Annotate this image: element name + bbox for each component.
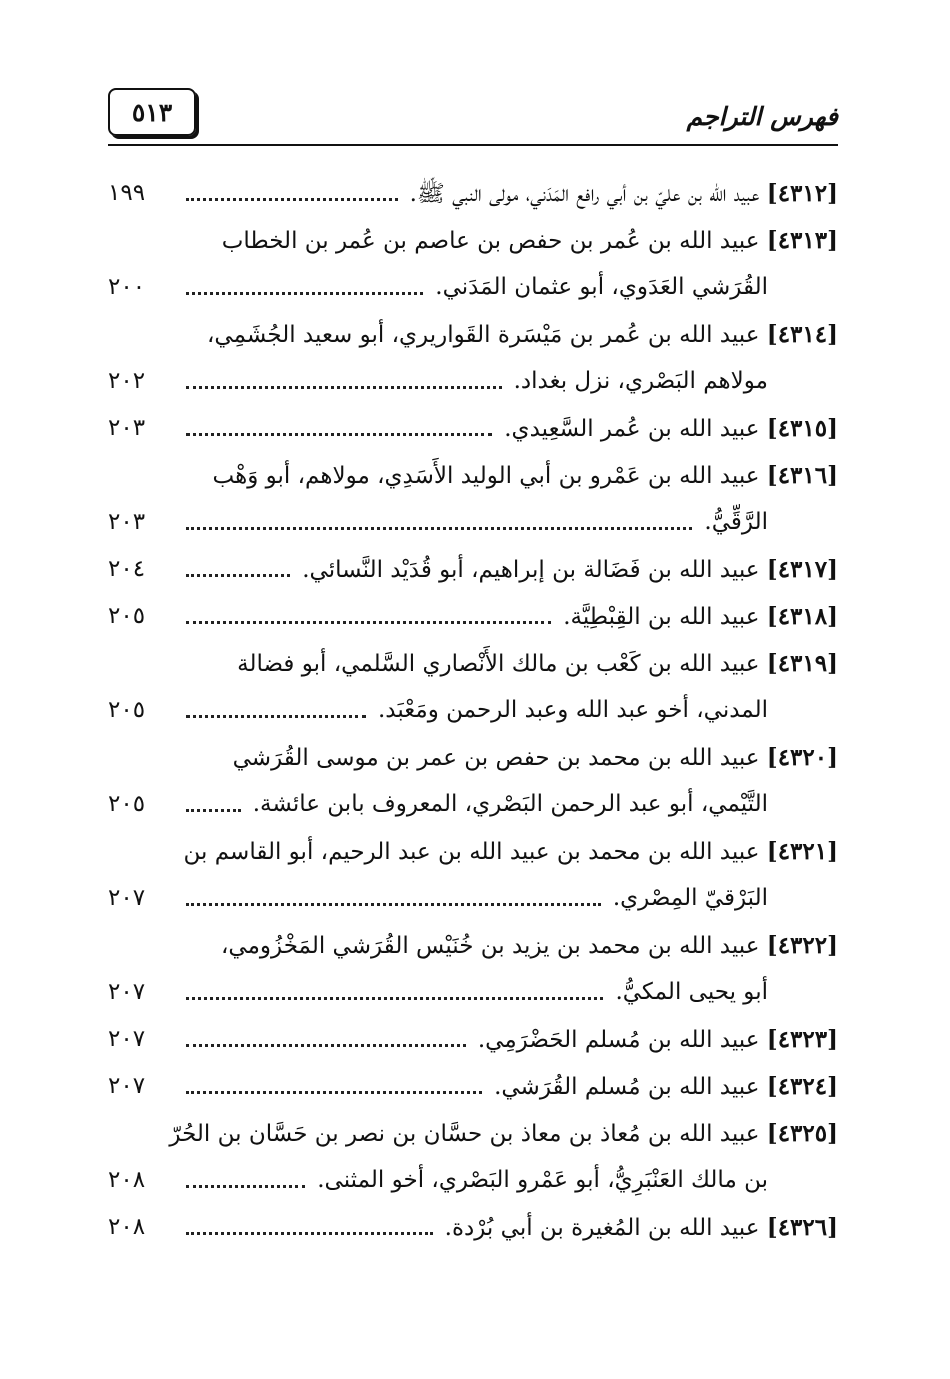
entry-page-ref: ٢٠٤ xyxy=(108,556,146,582)
page-header xyxy=(108,88,838,146)
entry-number: [٤٣١٦] xyxy=(766,462,838,489)
dot-leader xyxy=(186,198,398,201)
entry-number: [٤٣٢١] xyxy=(766,838,838,865)
entry-name: عبيد الله بن محمد بن يزيد بن خُنَيْس القُرَشي المَخْزُومي، xyxy=(220,933,760,959)
index-entry xyxy=(108,734,838,781)
entry-name: مولاهم البَصْري، نزل بغداد. xyxy=(513,368,768,394)
entry-text xyxy=(445,1204,838,1251)
entry-number: [٤٣١٧] xyxy=(766,556,838,583)
entry-number: [٤٣٢٠] xyxy=(766,744,838,771)
entry-text xyxy=(207,311,838,358)
entry-text xyxy=(317,1157,768,1204)
entry-text xyxy=(435,264,768,311)
entry-page-ref: ٢٠٣ xyxy=(108,415,146,441)
entry-page-ref: ٢٠٧ xyxy=(108,1026,146,1052)
entry-number: [٤٣٢٣] xyxy=(766,1026,838,1053)
index-entry xyxy=(108,1016,838,1063)
entry-text xyxy=(613,875,768,922)
entry-page-ref: ٢٠٧ xyxy=(108,885,146,911)
dot-leader xyxy=(186,292,423,295)
entry-name: عبيد الله بن المُغيرة بن أبي بُرْدة. xyxy=(444,1215,760,1241)
entry-page-ref: ١٩٩ xyxy=(108,180,146,206)
entry-page-ref: ٢٠٧ xyxy=(108,1073,146,1099)
entry-text xyxy=(221,922,838,969)
index-entry xyxy=(108,405,838,452)
entry-name: عبيد الله بن كَعْب بن مالك الأَنْصاري السَّلمي، أبو فضالة xyxy=(237,651,760,677)
entry-text xyxy=(410,170,838,217)
entry-number: [٤٣١٥] xyxy=(766,415,838,442)
dot-leader xyxy=(186,1185,305,1188)
entry-text xyxy=(478,1016,838,1063)
entry-name: القُرَشي العَدَوي، أبو عثمان المَدَني. xyxy=(435,274,768,300)
dot-leader xyxy=(186,1044,466,1047)
entry-text xyxy=(563,593,838,640)
entry-text xyxy=(378,687,768,734)
entry-name: عبيد الله بن فَضَالة بن إبراهيم، أبو قُدَيْد النَّسائي. xyxy=(302,557,760,583)
dot-leader xyxy=(186,433,492,436)
entry-page-ref: ٢٠٠ xyxy=(108,274,146,300)
index-entry-continuation xyxy=(108,969,838,1016)
entry-text xyxy=(222,217,838,264)
entry-text xyxy=(213,452,839,499)
index-entry xyxy=(108,593,838,640)
entry-text xyxy=(494,1063,838,1110)
entry-name: الرَّقِّيُّ. xyxy=(704,509,768,535)
entry-name: عبيد الله بن عُمر بن حفص بن عاصم بن عُمر بن الخطاب xyxy=(221,228,760,254)
dot-leader xyxy=(186,997,603,1000)
entry-number: [٤٣٢٦] xyxy=(766,1214,838,1241)
index-entry xyxy=(108,828,838,875)
index-entry xyxy=(108,1063,838,1110)
index-entry xyxy=(108,640,838,687)
index-entry-continuation xyxy=(108,781,838,828)
running-title: فهرس التراجم xyxy=(686,102,838,131)
index-entry-continuation xyxy=(108,499,838,546)
dot-leader xyxy=(186,809,241,812)
index-entry xyxy=(108,311,838,358)
entry-page-ref: ٢٠٨ xyxy=(108,1214,146,1240)
entry-page-ref: ٢٠٧ xyxy=(108,979,146,1005)
entry-text xyxy=(302,546,838,593)
entry-number: [٤٣١٩] xyxy=(766,650,838,677)
entry-name: عبيد الله بن مُسلم الحَضْرَمِي. xyxy=(477,1027,760,1053)
entry-text xyxy=(184,828,838,875)
entry-number: [٤٣١٤] xyxy=(766,321,838,348)
dot-leader xyxy=(186,715,366,718)
dot-leader xyxy=(186,903,601,906)
entry-number: [٤٣٢٤] xyxy=(766,1073,838,1100)
index-entry xyxy=(108,546,838,593)
entry-name: عبيد الله بن عُمر بن مَيْسَرة القَواريري، أبو سعيد الجُشَمِي، xyxy=(206,322,760,348)
entry-page-ref: ٢٠٣ xyxy=(108,509,146,535)
dot-leader xyxy=(186,386,502,389)
entry-name: المدني، أخو عبد الله وعبد الرحمن ومَعْبَد. xyxy=(377,697,768,723)
index-entry-continuation xyxy=(108,1157,838,1204)
entry-name: عبيد الله بن محمد بن حفص بن عمر بن موسى القُرَشي xyxy=(232,745,760,771)
entry-name: أبو يحيى المكيُّ. xyxy=(615,979,768,1005)
entry-name: البَرْقيّ المِصْري. xyxy=(612,885,768,911)
index-entry-continuation xyxy=(108,875,838,922)
entry-number: [٤٣١٢] xyxy=(766,180,838,207)
entry-name: التَّيْمي، أبو عبد الرحمن البَصْري، المعروف بابن عائشة. xyxy=(252,791,768,817)
entry-number: [٤٣١٣] xyxy=(766,227,838,254)
entry-page-ref: ٢٠٢ xyxy=(108,368,146,394)
index-entry-continuation xyxy=(108,358,838,405)
entry-text xyxy=(504,405,838,452)
dot-leader xyxy=(186,621,551,624)
index-entry-continuation xyxy=(108,264,838,311)
entry-text xyxy=(253,781,768,828)
entry-name: عبيد الله بن القِبْطِيَّة. xyxy=(563,604,760,630)
entry-name: عبيد الله بن مُسلم القُرَشي. xyxy=(494,1074,760,1100)
entry-name: عبيد الله بن عَمْرو بن أبي الوليد الأَسَدِي، مولاهم، أبو وَهْب xyxy=(212,463,760,489)
entry-name: عبيد الله بن عُمر السَّعِيدي. xyxy=(504,416,760,442)
entry-number: [٤٣٢٥] xyxy=(766,1120,838,1147)
entry-page-ref: ٢٠٥ xyxy=(108,791,146,817)
index-entry-continuation xyxy=(108,687,838,734)
entry-text xyxy=(615,969,768,1016)
dot-leader xyxy=(186,527,692,530)
index-entry xyxy=(108,1110,838,1157)
entry-text xyxy=(233,734,838,781)
entry-number: [٤٣١٨] xyxy=(766,603,838,630)
entry-text xyxy=(237,640,838,687)
entry-page-ref: ٢٠٨ xyxy=(108,1167,146,1193)
entry-text xyxy=(514,358,768,405)
index-entry xyxy=(108,452,838,499)
dot-leader xyxy=(186,1091,482,1094)
index-entry xyxy=(108,1204,838,1251)
index-entry xyxy=(108,170,838,217)
page-number: ٥١٣ xyxy=(108,88,196,136)
entry-name: بن مالك العَنْبَرِيُّ، أبو عَمْرو البَصْري، أخو المثنى. xyxy=(317,1167,768,1193)
dot-leader xyxy=(186,574,290,577)
dot-leader xyxy=(186,1232,433,1235)
entry-page-ref: ٢٠٥ xyxy=(108,603,146,629)
entry-number: [٤٣٢٢] xyxy=(766,932,838,959)
index-entries xyxy=(108,170,838,1251)
entry-name: عبيد الله بن محمد بن عبيد الله بن عبد الرحيم، أبو القاسم بن xyxy=(183,839,760,865)
entry-name: عبيد الله بن عليّ بن أبي رافع المَدَني، مولى النبي ﷺ. xyxy=(409,181,760,207)
entry-name: عبيد الله بن مُعاذ بن معاذ بن حسَّان بن نصر بن حَسَّان بن الحُرّ xyxy=(169,1121,760,1147)
entry-text xyxy=(704,499,768,546)
entry-page-ref: ٢٠٥ xyxy=(108,697,146,723)
index-entry xyxy=(108,217,838,264)
entry-text xyxy=(169,1110,838,1157)
index-entry xyxy=(108,922,838,969)
